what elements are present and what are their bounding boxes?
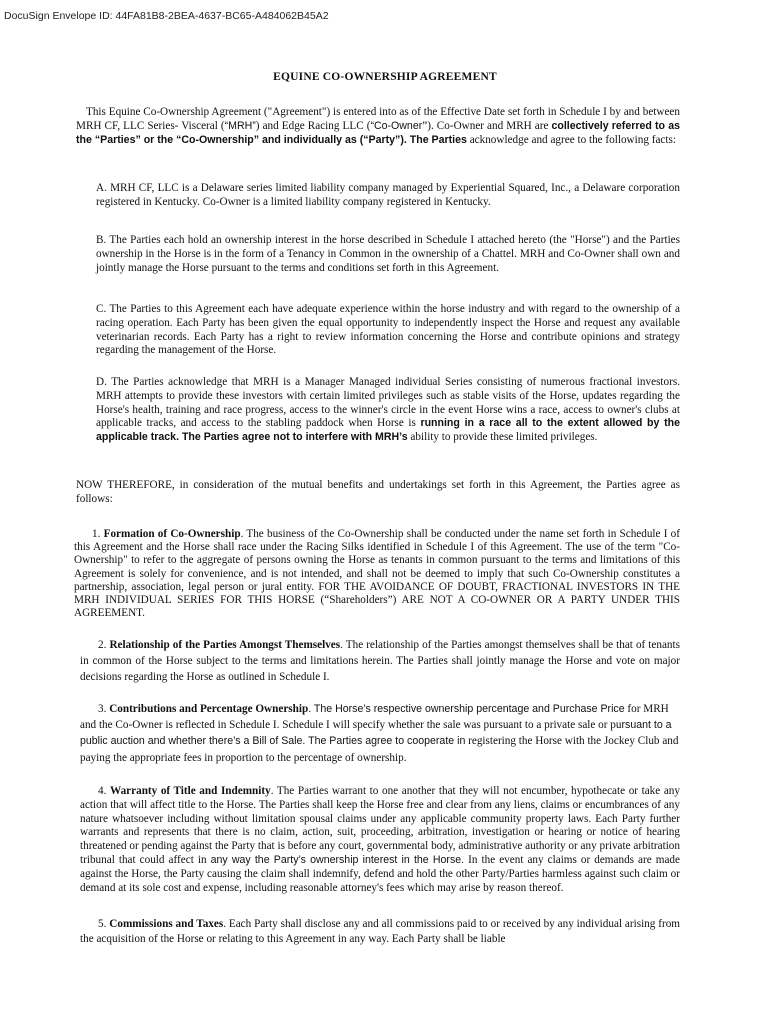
section-heading: Warranty of Title and Indemnity bbox=[110, 785, 271, 797]
section-5: 5. Commissions and Taxes. Each Party shall disclose any and all commissions paid to or received by any individual arising from the acquisition of the Horse or relating to this Agreement in any way. Each Party shall be liable bbox=[80, 918, 680, 945]
section-heading: Contributions and Percentage Ownership bbox=[109, 703, 309, 715]
recital-d: D. The Parties acknowledge that MRH is a Manager Managed individual Series consisting of numerous fractional investors. MRH attempts to provide these investors with certain limited privileges such as stable visits of the Horse, updates regarding the Horse's health, training and race progress, access to the winner's circle in the event Horse wins a race, access to owner's clubs at applicable tracks, and access to the stabling paddock when Horse is running in a race all to the extent allowed by the applicable track. The Parties agree not to interfere with MRH’s ability to provide these limited privileges. bbox=[96, 376, 680, 444]
section-1: 1. Formation of Co-Ownership. The business of the Co-Ownership shall be conducted under the name set forth in Schedule I of this Agreement and the Horse shall race under the Racing Silks identified in Schedule I of this Agreement. The use of the term "Co-Ownership" to refer to the aggregate of persons owning the Horse as tenants in common pursuant to the terms and limitations of this Agreement is solely for convenience, and is not intended, and shall not be deemed to imply that such Co-Ownership constitutes a partnership, association, legal person or jural entity. FOR THE AVOIDANCE OF DOUBT, FRACTIONAL INVESTORS IN THE MRH INDIVIDUAL SERIES FOR THIS HORSE (“Shareholders”) ARE NOT A CO-OWNER OR A PARTY UNDER THIS AGREEMENT. bbox=[74, 528, 680, 620]
intro-paragraph: This Equine Co-Ownership Agreement ("Agreement") is entered into as of the Effective Date set forth in Schedule I by and between MRH CF, LLC Series- Visceral (“MRH”) and Edge Racing LLC (“Co-Owner”). Co-Owner and MRH are collectively referred to as the “Parties” or the “Co-Ownership” and individually as (“Party”). The Parties acknowledge and agree to the following facts: bbox=[76, 106, 681, 146]
section-number: 4. bbox=[98, 785, 107, 797]
section-4: 4. Warranty of Title and Indemnity. The Parties warrant to one another that they will not encumber, hypothecate or take any action that will affect title to the Horse. The Parties shall keep the Horse free and clear from any liens, claims or encumbrances of any nature whatsoever including without limitation spousal claims under any applicable community property laws. Each Party further warrants and represents that there is no claim, action, suit, proceeding, arbitration, investigation or hearing or notice of hearing threatened or pending against the Party that is before any court, governmental body, administrative authority or any private arbitration tribunal that could affect in any way the Party’s ownership interest in the Horse. In the event any claims or demands are made against the Horse, the Party causing the claim shall indemnify, defend and hold the other Party/Parties harmless against such claim or demand at its sole cost and expense, including reasonable attorney's fees which may arise by reason thereof. bbox=[80, 785, 680, 894]
section-heading: Commissions and Taxes bbox=[109, 918, 224, 930]
agreement-title: EQUINE CO-OWNERSHIP AGREEMENT bbox=[273, 71, 497, 83]
section-number: 2. bbox=[98, 639, 107, 651]
section-heading: Formation of Co-Ownership bbox=[103, 528, 241, 540]
recital-c: C. The Parties to this Agreement each have adequate experience within the horse industry and with regard to the ownership of a racing operation. Each Party has been given the equal opportunity to independently inspect the Horse and request any available veterinarian records. Each Party has a right to review information concerning the Horse and contribute opinions and strategy regarding the management of the Horse. bbox=[96, 303, 680, 357]
recital-b: B. The Parties each hold an ownership interest in the horse described in Schedule I attached hereto (the "Horse") and the Parties ownership in the Horse is in the form of a Tenancy in Common in the ownership of a Chattel. MRH and Co-Owner shall own and jointly manage the Horse pursuant to the terms and conditions set forth in this Agreement. bbox=[96, 234, 680, 274]
recital-a: A. MRH CF, LLC is a Delaware series limited liability company managed by Experiential Squared, Inc., a Delaware corporation registered in Kentucky. Co-Owner is a limited liability company registered in Kentucky. bbox=[96, 182, 680, 208]
section-number: 3. bbox=[98, 703, 107, 715]
now-therefore-paragraph: NOW THEREFORE, in consideration of the mutual benefits and undertakings set forth in this Agreement, the Parties agree as follows: bbox=[76, 479, 680, 505]
section-2: 2. Relationship of the Parties Amongst Themselves. The relationship of the Parties amongst themselves shall be that of tenants in common of the Horse subject to the terms and limitations herein. The Parties shall jointly manage the Horse and vote on major decisions regarding the Horse as outlined in Schedule I. bbox=[80, 639, 680, 684]
section-number: 5. bbox=[98, 918, 107, 930]
section-heading: Relationship of the Parties Amongst Themselves bbox=[109, 639, 341, 651]
docusign-envelope-id: DocuSign Envelope ID: 44FA81B8-2BEA-4637-BC65-A484062B45A2 bbox=[4, 10, 329, 22]
section-number: 1. bbox=[92, 528, 101, 540]
section-3: 3. Contributions and Percentage Ownership. The Horse’s respective ownership percentage and Purchase Price for MRH and the Co-Owner is reflected in Schedule I. Schedule I will specify whether the sale was pursuant to a private sale or pursuant to a public auction and whether there’s a Bill of Sale. The Parties agree to cooperate in registering the Horse with the Jockey Club and paying the appropriate fees in proportion to the percentage of ownership. bbox=[80, 703, 679, 764]
